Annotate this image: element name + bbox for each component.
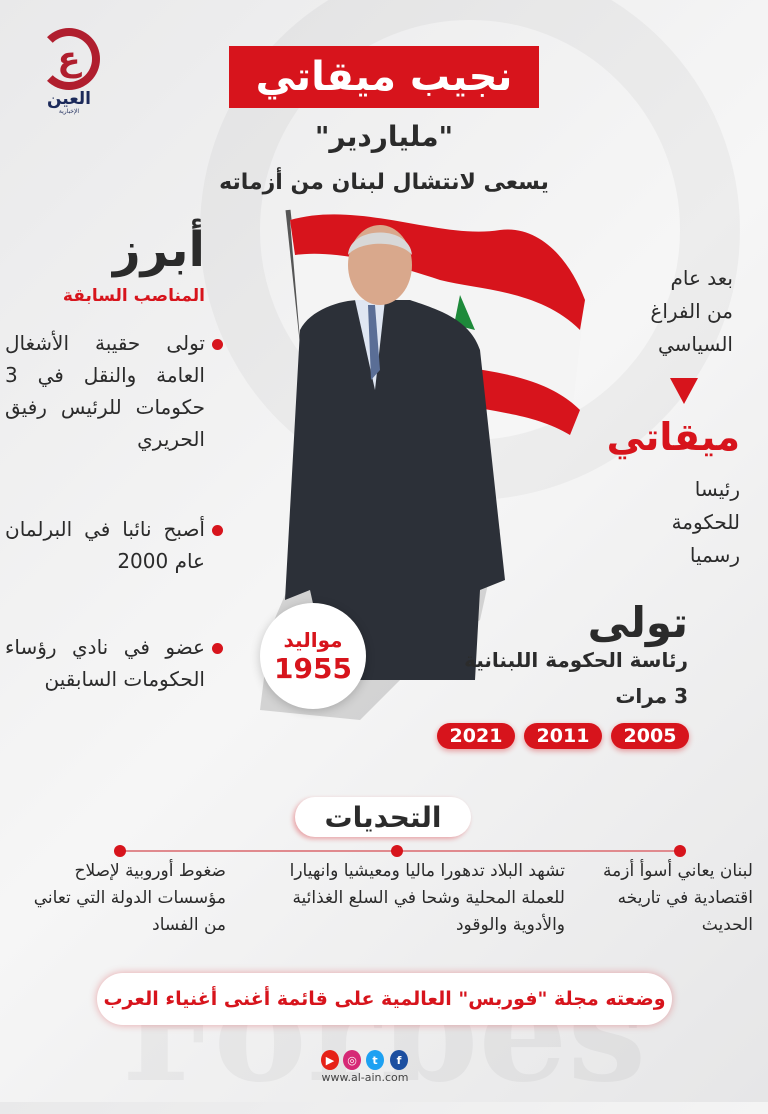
logo-name: العين bbox=[46, 89, 92, 109]
twitter-icon[interactable]: t bbox=[366, 1050, 384, 1070]
bullet-icon bbox=[212, 339, 223, 350]
position-item: تولى حقيبة الأشغال العامة والنقل في 3 حكومات للرئيس رفيق الحريري bbox=[5, 327, 205, 455]
bullet-icon bbox=[212, 643, 223, 654]
born-badge bbox=[260, 603, 366, 709]
challenges-heading: التحديات bbox=[295, 797, 471, 837]
after-text: بعد عام من الفراغ السياسي bbox=[650, 266, 733, 356]
challenge-item: تشهد البلاد تدهورا ماليا ومعيشيا وانهيارا للعملة المحلية وشحا في السلع الغذائية والأدوية والوقود bbox=[289, 861, 565, 935]
facebook-icon[interactable]: f bbox=[390, 1050, 408, 1070]
after-name: ميقاتي bbox=[606, 415, 740, 459]
instagram-icon[interactable]: ◎ bbox=[343, 1050, 361, 1070]
terms-line1: رئاسة الحكومة اللبنانية bbox=[464, 648, 688, 672]
after-result: رئيسا للحكومة رسميا bbox=[671, 477, 740, 567]
position-item: أصبح نائبا في البرلمان عام 2000 bbox=[5, 513, 205, 577]
year-pill: 2005 bbox=[611, 723, 689, 749]
youtube-icon[interactable]: ▶ bbox=[321, 1050, 339, 1070]
bullet-icon bbox=[212, 525, 223, 536]
positions-heading: أبرز bbox=[113, 222, 205, 278]
challenge-item: ضغوط أوروبية لإصلاح مؤسسات الدولة التي تعاني من الفساد bbox=[33, 861, 226, 935]
born-year: 1955 bbox=[274, 651, 352, 685]
logo bbox=[34, 28, 104, 123]
born-label: مواليد bbox=[283, 627, 343, 652]
subtitle-billionaire: "ملياردير" bbox=[314, 120, 454, 153]
logo-tagline: الإخبارية bbox=[58, 108, 80, 115]
timeline-dot bbox=[114, 845, 126, 857]
position-item: عضو في نادي رؤساء الحكومات السابقين bbox=[5, 631, 205, 695]
forbes-banner: وضعته مجلة "فوربس" العالمية على قائمة أغنى أغنياء العرب bbox=[97, 973, 672, 1025]
terms-line2: 3 مرات bbox=[615, 684, 688, 708]
timeline-dot bbox=[391, 845, 403, 857]
website-link[interactable]: www.al-ain.com bbox=[321, 1071, 409, 1084]
positions-subheading: المناصب السابقة bbox=[62, 286, 205, 306]
terms-heading: تولى bbox=[587, 598, 688, 647]
year-pill: 2021 bbox=[437, 723, 515, 749]
year-pill: 2011 bbox=[524, 723, 602, 749]
subtitle-mission: يسعى لانتشال لبنان من أزماته bbox=[219, 170, 549, 195]
challenge-item: لبنان يعاني أسوأ أزمة اقتصادية في تاريخه الحديث bbox=[603, 861, 753, 935]
down-arrow-icon bbox=[670, 378, 698, 404]
timeline-dot bbox=[674, 845, 686, 857]
page-title: نجيب ميقاتي bbox=[229, 46, 539, 108]
logo-mark: ع bbox=[38, 28, 100, 90]
